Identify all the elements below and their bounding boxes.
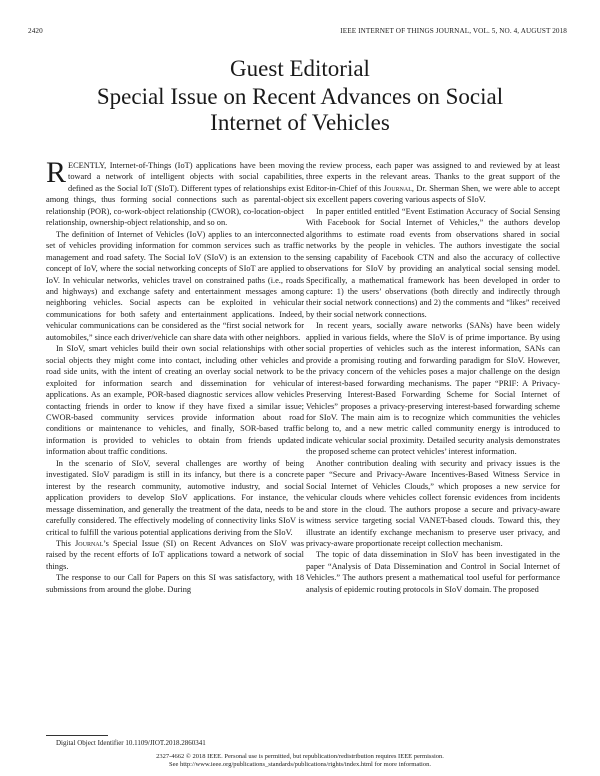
right-column xyxy=(306,160,560,595)
paragraph: In recent years, socially aware networks (SANs) have been widely applied in various fields, where the SIoV is of prime importance. By using social properties of vehicles such as the interest information, SANs can provide a promising routing and forwarding paradigm for SIoV. However, the privacy concern of the vehicles poses a major challenge on the design of interest-based forwarding mechanisms. The paper “PRIF: A Privacy-Preserving Interest-Based Forwarding Scheme for Social Internet of Vehicles” proposes a privacy-preserving interest-based forwarding scheme for SIoV. The main aim is to recognize which communities the vehicles belong to, and a new metric called community energy is introduced to indicate vehicular social proximity. Detailed security analysis demonstrates the proposed scheme can protect vehicles’ interest information. xyxy=(306,321,560,457)
title-line-1: Guest Editorial xyxy=(230,56,370,81)
paragraph xyxy=(46,156,304,229)
paragraph: The topic of data dissemination in SIoV has been investigated in the paper “Analysis of Data Dissemination and Control in Social Internet of Vehicles.” The authors present a mathematical tool useful for performance analysis of epidemic routing protocols in SIoV domain. The proposed xyxy=(306,550,560,594)
drop-cap: R xyxy=(46,156,67,189)
paragraph: The response to our Call for Papers on this SI was satisfactory, with 18 submissions from around the globe. During xyxy=(46,573,304,594)
journal-header: IEEE INTERNET OF THINGS JOURNAL, VOL. 5, NO. 4, AUGUST 2018 xyxy=(340,27,567,35)
doi-footnote: Digital Object Identifier 10.1109/JIOT.2018.2860341 xyxy=(56,739,206,747)
journal-smallcaps: Journal xyxy=(75,538,104,548)
paragraph-text: the review process, each paper was assigned to and reviewed by at least three experts in the relevant areas. Thanks to the great support of the Editor-in-Chief of this xyxy=(306,161,560,193)
title-line-2: Special Issue on Recent Advances on Social xyxy=(96,84,504,109)
paragraph-text: This xyxy=(56,538,76,548)
paragraph: Another contribution dealing with security and privacy issues is the paper “Secure and Privacy-Aware Incentives-Based Witness Service in Social Internet of Vehicles Clouds,” which proposes a new service for vehicular clouds where vehicles collect forensic evidences from incidents and store in the cloud. The authors propose a secure and privacy-aware witness service targeting social VANET-based clouds. Toward this, they illustrate an identify exchange mechanism to preserve user privacy, and privacy-aware proportionate receipt collection mechanism. xyxy=(306,458,560,548)
copyright-footer xyxy=(0,753,600,769)
copyright-line: 2327-4662 © 2018 IEEE. Personal use is permitted, but republication/redistribution requires IEEE permission. xyxy=(156,753,444,760)
paragraph-text: ECENTLY, Internet-of-Things (IoT) applications have been moving toward a network of intelligent objects with social capabilities, defined as the Social IoT (SIoT). Different types of relationships exist among things, thus forming social connections such as parental-object relationship (POR), co-work-object relationship (CWOR), co-location-object relationship, ownership-object relationship, and so on. xyxy=(46,161,304,228)
rights-url-line: See http://www.ieee.org/publications_standards/publications/rights/index.html for more information. xyxy=(169,761,431,769)
paragraph: In SIoV, smart vehicles build their own social relationships with other social objects they might come into contact, including other vehicles and road side units, with the intent of creating an overlay social network to be exploited for information search and dissemination for vehicular applications. As an example, POR-based diagnostic services allow vehicles contacting friends in order to know if they have fixed a similar issue; CWOR-based community services provide information about road conditions or maintenance to vehicles, and finally, SOR-based traffic information is provided to vehicles to obtain from friends updated information about traffic conditions. xyxy=(46,344,304,457)
paragraph-text: ’s Special Issue (SI) on Recent Advances on SIoV was raised by the recent efforts of IoT applications toward a network of social things. xyxy=(46,538,304,571)
paragraph: In paper entitled entitled “Event Estimation Accuracy of Social Sensing With Facebook for Social Internet of Vehicles,” the authors develop algorithms to estimate road events from observations shared in social networks by the people in vehicles. The authors investigate the social sensing capability of Facebook CTN and also the accuracy of collective observations for SIoV by providing an analytical social sensing model. Specifically, a mathematical framework has been developed in order to capture: 1) the users’ observations (both directly and indirectly through their social network connections) and 2) the comments and “likes” received by their social network connections. xyxy=(306,206,560,319)
paragraph: In the scenario of SIoV, several challenges are worthy of being investigated. SIoV paradigm is still in its infancy, but there is a concrete interest by the research community, automotive industry, and social application providers to develop SIoV applications. For instance, the message dissemination, and generally the treatment of the data, needs to be carefully considered. The effectively modeling of connectivity links SIoV is critical to fulfill the various potential applications deriving from the SIoV. xyxy=(46,458,304,537)
left-column xyxy=(46,156,304,595)
page-number: 2420 xyxy=(28,27,43,35)
paragraph: The definition of Internet of Vehicles (IoV) applies to an interconnected set of vehicles providing information for common services such as traffic management and road safety. The Social IoV (SIoV) is an extension to the concept of IoV, where the social networking concepts of SIoT are applied to IoV. In vehicular networks, vehicles travel on constrained paths (i.e., roads and highways) and exchange safety and entertainment messages among neighboring vehicles. Social aspects can be exploited in vehicular communications for both safety and entertainment applications. Indeed, vehicular communications can be considered as the “first social network for automobiles,” since each driver/vehicle can share data with other neighbors. xyxy=(46,229,304,342)
paragraph xyxy=(46,538,304,572)
journal-smallcaps: Journal xyxy=(383,183,412,193)
paragraph-text: , Dr. Sherman Shen, we were able to accept six excellent papers covering various aspects of SIoV. xyxy=(306,183,560,205)
paragraph xyxy=(306,160,560,206)
title-line-3: Internet of Vehicles xyxy=(210,110,390,135)
footnote-divider xyxy=(46,735,108,736)
